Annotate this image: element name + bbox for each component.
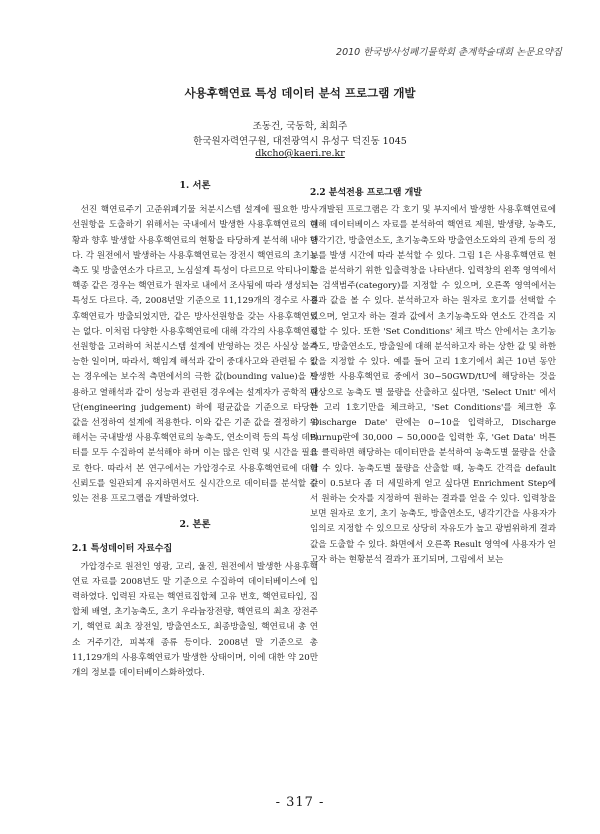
paper-title: 사용후핵연료 특성 데이터 분석 프로그램 개발 (184, 86, 416, 100)
body-heading: 2. 본론 (179, 519, 211, 531)
right-column (310, 178, 556, 568)
email-link[interactable]: dkcho@kaeri.re.kr (255, 148, 345, 159)
affiliation: 한국원자력연구원, 대전광역시 유성구 덕진동 1045 (193, 136, 407, 147)
left-column (72, 178, 318, 681)
subsection-2-1-paragraph: 가압경수로 원전인 영광, 고리, 울진, 원전에서 발생한 사용후핵연료 자료를 2008년도 말 기준으로 수집하여 데이터베이스에 입력하였다. 입력된 자료는 핵연료집합체 고유 번호, 핵연료타입, 집합체 배열, 초기농축도, 초기 우라늄장전량, 핵연료의 최초 장전주기, 핵연료 최초 장전일, 방출연소도, 최종방출일, 핵연료내 총 연소 거주기간, 피복재 종류 등이다. 2008년 말 기준으로 총 11,129개의 사용후핵연료가 발생한 상태이며, 이에 대한 약 20만개의 정보를 데이터베이스화하였다. (72, 561, 318, 679)
authors: 조동건, 국동학, 최희주 (252, 121, 348, 132)
subsection-2-2-heading: 2.2 분석전용 프로그램 개발 (310, 188, 422, 198)
subsection-2-1-heading: 2.1 특성데이터 자료수집 (72, 544, 173, 555)
subsection-2-2-paragraph: 개발된 프로그램은 각 호기 및 부지에서 발생한 사용후핵연료에 대해 데이터베이스 자료를 분석하여 핵연료 제원, 발생량, 농축도, 냉각기간, 방출연소도, 초기농축도와 방출연소도와의 관계 등의 정보를 발생 시간에 따라 분석할 수 있다. 그림 1은 사용후핵연료 현황을 분석하기 위한 입출력창을 나타낸다. 입력창의 왼쪽 영역에서는 검색범주(category)를 지정할 수 있으며, 오른쪽 영역에서는 결과 값을 볼 수 있다. 분석하고자 하는 원자로 호기를 선택할 수 있으며, 얻고자 하는 결과 값에서 초기농축도와 연소도 간격을 지정할 수 있다. 또한 'Set Conditions' 체크 박스 안에서는 초기농축도, 방출연소도, 방출일에 대해 분석하고자 하는 상한 값 및 하한값을 지정할 수 있다. 예를 들어 고리 1호기에서 최근 10년 동안 발생한 사용후핵연료 중에서 30~50GWD/tU에 해당하는 것을 대상으로 농축도 별 물량을 산출하고 싶다면, 'Select Unit' 에서는 고리 1호기만을 체크하고, 'Set Conditions'를 체크한 후 'Discharge Date' 란에는 0~10을 입력하고, Discharge Burnup란에 30,000 ~ 50,000을 입력한 후, 'Get Data' 버튼을 클릭하면 해당하는 데이터만을 분석하여 농축도별 물량을 산출할 수 있다. 농축도별 물량을 산출할 때, 농축도 간격을 default 값이 0.5보다 좀 더 세밀하게 얻고 싶다면 Enrichment Step에서 원하는 숫자를 지정하여 원하는 결과를 얻을 수 있다. 입력창을 보면 원자로 호기, 초기 농축도, 방출연소도, 냉각기간을 사용자가 임의로 지정할 수 있으므로 상당히 자유도가 높고 광범위하게 결과 값을 도출할 수 있다. 화면에서 오른쪽 Result 영역에 사용자가 얻고자 하는 현황분석 결과가 표기되며, 그림에서 보는 (310, 205, 556, 565)
intro-heading: 1. 서론 (179, 180, 211, 191)
page-number: - 317 - (275, 795, 325, 810)
intro-paragraph: 선진 핵연료주기 고준위폐기물 처분시스템 설계에 필요한 방사선원항을 도출하기 위해서는 국내에서 발생한 사용후핵연료의 현황과 향후 발생할 사용후핵연료의 현황을 타당하게 분석해 내야 한다. 각 원전에서 발생하는 사용후핵연료는 장전시 핵연료의 초기농축도 및 방출연소가 다르고, 노심설계 특성이 다르므로 악티나이드 핵종 같은 경우는 핵연료가 원자로 내에서 조사됨에 따라 생성되는 특성도 다르다. 즉, 2008년말 기준으로 11,129개의 경수로 사용후핵연료가 방출되었지만, 같은 방사선원항을 갖는 사용후핵연료는 없다. 이처럼 다양한 사용후핵연료에 대해 각각의 사용후핵연료 선원항을 고려하여 처분시스템 설계에 반영하는 것은 사실상 불가능한 일이며, 따라서, 핵임계 해석과 같이 중대사고와 관련될 수 있는 경우에는 보수적 측면에서의 극한 값(bounding value)을 사용하고 열해석과 같이 성능과 관련된 경우에는 설계자가 공학적 판단(engineering judgement) 하에 평균값을 기준으로 타당한 값을 선정하여 설계에 적용한다. 이와 같은 기준 값을 결정하기 위해서는 국내발생 사용후핵연료의 농축도, 연소이력 등의 특성 데이터를 모두 수집하여 분석해야 하며 이는 많은 인력 및 시간을 필요로 한다. 따라서 본 연구에서는 가압경수로 사용후핵연료에 대해 신뢰도를 일관되게 유지하면서도 실시간으로 데이터를 분석할 수 있는 전용 프로그램을 개발하였다. (72, 205, 318, 505)
conference-header: 2010 한국방사성폐기물학회 춘계학술대회 논문요약집 (336, 47, 562, 58)
